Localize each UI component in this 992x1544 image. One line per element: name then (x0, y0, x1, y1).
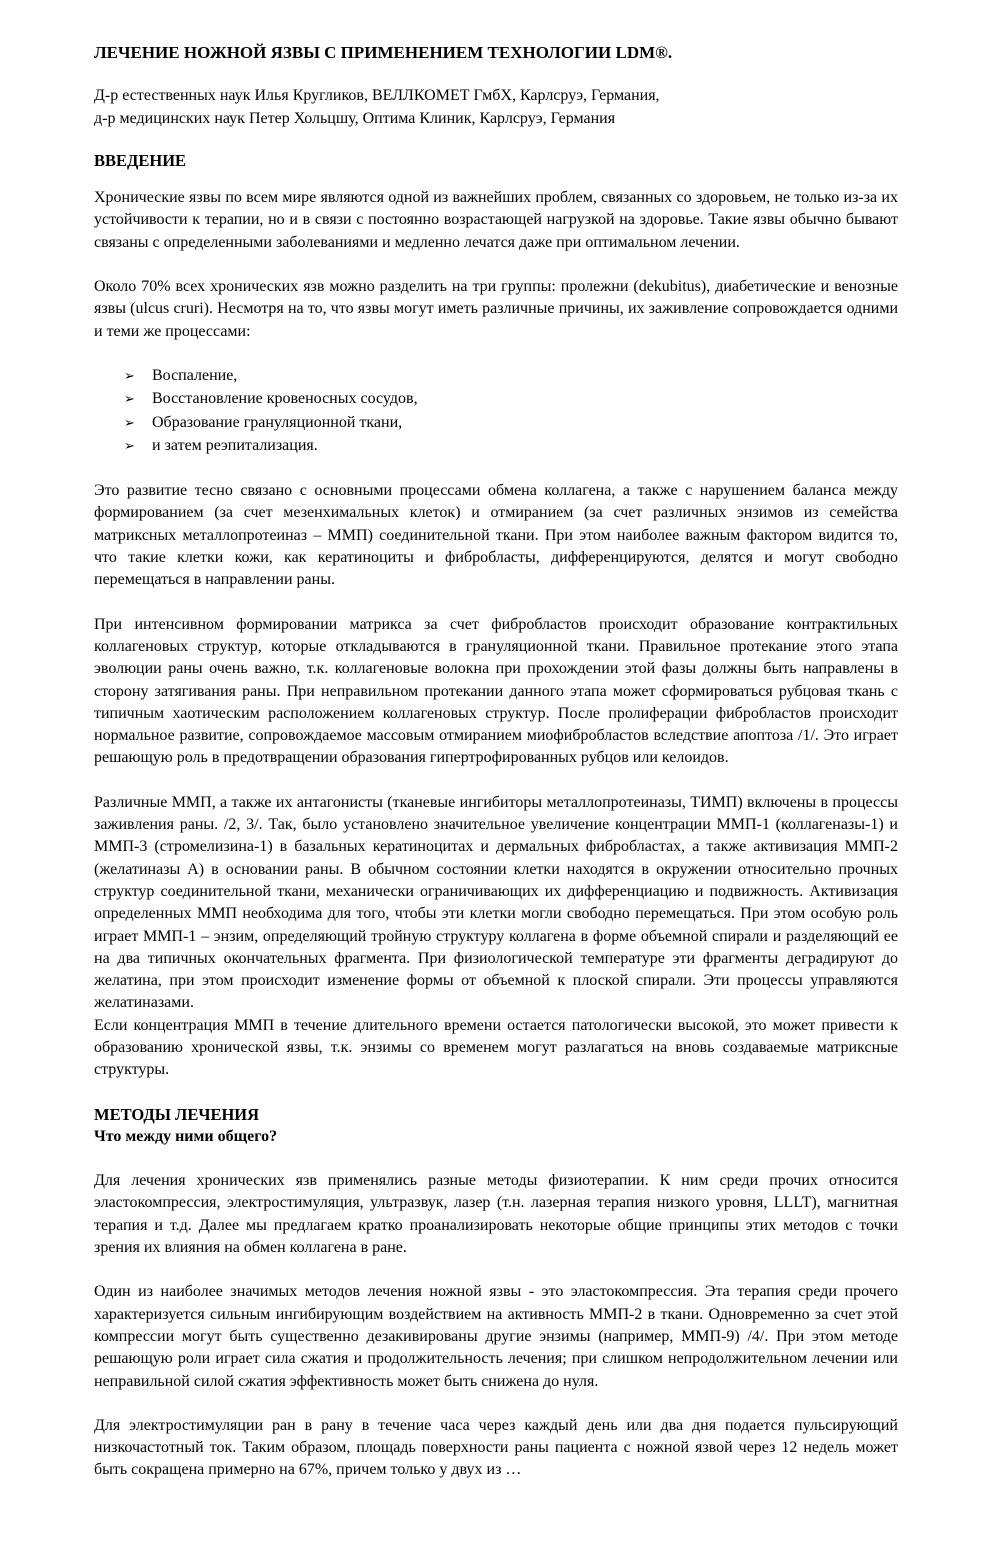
section-heading-methods: МЕТОДЫ ЛЕЧЕНИЯ (94, 1104, 260, 1124)
author-block (94, 85, 898, 130)
author-line-1: Д-р естественных наук Илья Кругликов, ВЕЛЛКОМЕТ ГмбХ, Карлсруэ, Германия, (94, 87, 660, 105)
methods-paragraph-2: Один из наиболее значимых методов лечения ножной язвы - это эластокомпрессия. Эта терапия среди прочего характеризуется сильным ингибирующим воздействием на активность ММП-2 в ткани. Одновременно за счет этой компрессии могут быть существенно дезакивированы другие энзимы (например, ММП-9) /4/. При этом методе решающую роли играет сила сжатия и продолжительность лечения; при слишком непродолжительном лечении или неправильной силой сжатия эффективность может быть снижена до нуля. (94, 1283, 898, 1390)
intro-paragraph-5b: Если концентрация ММП в течение длительного времени остается патологически высокой, это может привести к образованию хронической язвы, т.к. энзимы со временем могут разлагаться на вновь создаваемые матриксные структуры. (94, 1016, 898, 1079)
intro-paragraph-4: При интенсивном формировании матрикса за счет фибробластов происходит образование контрактильных коллагеновых структур, которые откладываются в грануляционной ткани. Правильное протекание этого этапа эволюции раны очень важно, т.к. коллагеновые волокна при прохождении этой фазы должны быть направлены в сторону затягивания раны. При неправильном протекании данного этапа может сформироваться рубцовая ткань с типичным хаотическим расположением коллагеновых структур. После пролиферации фибробластов происходит нормальное развитие, сопровождаемое массовым отмиранием миофибробластов вследствие апоптоза /1/. Это играет решающую роль в предотвращении образования гипертрофированных рубцов или келоидов. (94, 615, 898, 767)
bullet-item (124, 388, 898, 411)
bullet-item (124, 412, 898, 435)
intro-paragraph-3: Это развитие тесно связано с основными процессами обмена коллагена, а также с нарушением баланса между формированием (за счет мезенхимальных клеток) и отмиранием (за счет различных энзимов из семейства матриксных металлопротеиназ – ММП) соединительной ткани. При этом наиболее важным фактором видится то, что такие клетки кожи, как кератиноциты и фибробласты, дифференцируются, делятся и могут свободно перемещаться в направлении раны. (94, 482, 898, 589)
arrow-bullet-icon: ➢ (124, 415, 135, 431)
author-line-2: д-р медицинских наук Петер Хольцшу, Оптима Клиник, Карлсруэ, Германия (94, 109, 616, 127)
bullet-list (94, 365, 898, 458)
methods-paragraph-1: Для лечения хронических язв применялись разные методы физиотерапии. К ним среди прочих относится эластокомпрессия, электростимуляция, ультразвук, лазер (т.н. лазерная терапия низкого уровня, LLLT), магнитная терапия и т.д. Далее мы предлагаем кратко проанализировать некоторые общие принципы этих методов с точки зрения их влияния на обмен коллагена в ране. (94, 1172, 898, 1257)
intro-paragraph-1: Хронические язвы по всем мире являются одной из важнейших проблем, связанных со здоровьем, не только из-за их устойчивости к терапии, но и в связи с постоянно возрастающей нагрузкой на здоровье. Такие язвы обычно бывают связаны с определенными заболеваниями и медленно лечатся даже при оптимальном лечении. (94, 189, 898, 251)
bullet-text: Образование грануляционной ткани, (152, 413, 403, 431)
bullet-text: Воспаление, (152, 366, 238, 384)
methods-paragraph-3: Для электростимуляции ран в рану в течение часа через каждый день или два дня подается пульсирующий низкочастотный ток. Таким образом, площадь поверхности раны пациента с ножной язвой через 12 недель может быть сокращена примерно на 67%, причем только у двух из … (94, 1416, 898, 1479)
bullet-text: Восстановление кровеносных сосудов, (152, 390, 418, 408)
document-title: ЛЕЧЕНИЕ НОЖНОЙ ЯЗВЫ С ПРИМЕНЕНИЕМ ТЕХНОЛОГИИ LDM®. (94, 43, 673, 62)
methods-subheading: Что между ними общего? (94, 1127, 278, 1145)
arrow-bullet-icon: ➢ (124, 392, 135, 408)
bullet-item (124, 365, 898, 388)
bullet-text: и затем реэпитализация. (152, 436, 318, 454)
bullet-item (124, 435, 898, 458)
section-heading-introduction: ВВЕДЕНИЕ (94, 150, 187, 170)
intro-paragraph-5a: Различные ММП, а также их антагонисты (тканевые ингибиторы металлопротеиназы, ТИМП) включены в процессы заживления раны. /2, 3/. Так, было установлено значительное увеличение концентрации ММП-1 (коллагеназы-1) и ММП-3 (стромелизина-1) в базальных кератиноцитах и дермальных фибробластах, а также активизация ММП-2 (желатиназы А) в основании раны. В обычном состоянии клетки находятся в окружении относительно прочных структур соединительной ткани, механически ограничивающих их дифференциацию и подвижность. Активизация определенных ММП необходима для того, чтобы эти клетки могли свободно перемещаться. При этом особую роль играет ММП-1 – энзим, определяющий тройную структуру коллагена в форме объемной спирали и разделяющий ее на два типичных окончательных фрагмента. При физиологической температуре эти фрагменты деградируют до желатина, при этом происходит изменение формы от объемной к плоской спирали. Эти процессы управляются желатиназами. (94, 793, 898, 1012)
intro-paragraph-2: Около 70% всех хронических язв можно разделить на три группы: пролежни (dekubitus), диабетические и венозные язвы (ulcus cruri). Несмотря на то, что язвы могут иметь различные причины, их заживление сопровождается одними и теми же процессами: (94, 278, 898, 340)
arrow-bullet-icon: ➢ (124, 368, 135, 384)
arrow-bullet-icon: ➢ (124, 438, 135, 454)
